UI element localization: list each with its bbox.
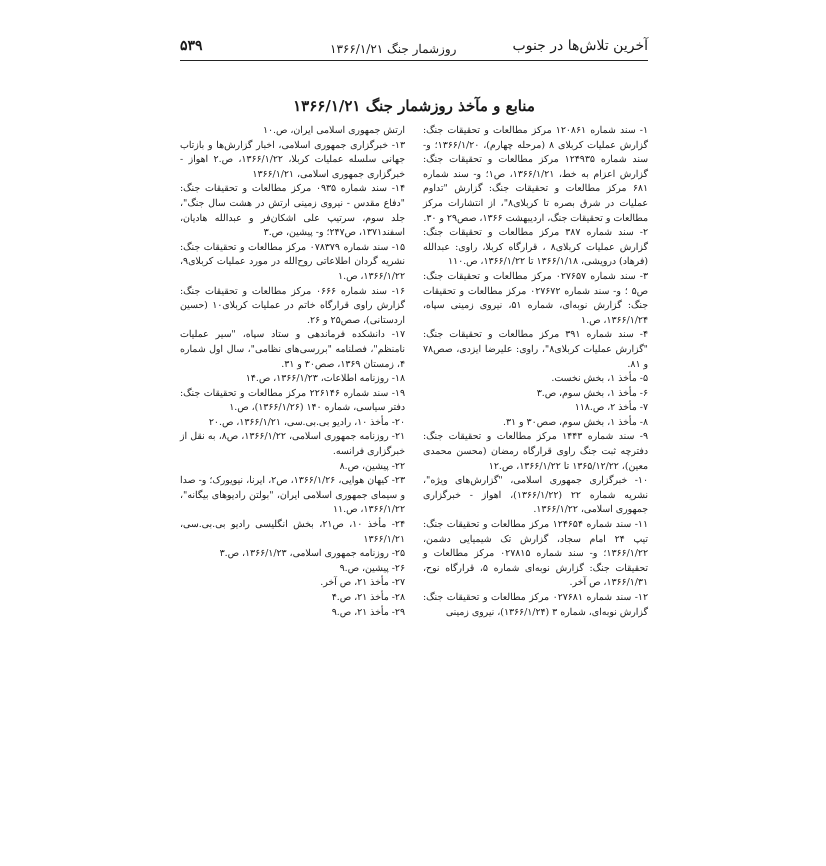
reference-entry: ۲۶- پیشین، ص.۹ (339, 562, 405, 574)
reference-entry: ۱۸- روزنامه اطلاعات، ۱۳۶۶/۱/۲۳، ص.۱۴ (245, 373, 405, 385)
references-column-right (423, 124, 648, 620)
reference-entry: ۱۷- دانشکده فرماندهی و ستاد سپاه، "سیر عملیات نامنظم"، فصلنامه "بررسی‌های نظامی"، سال اول شماره ۴، زمستان ۱۳۶۹، صص۳۰ و ۳۱. (180, 329, 405, 370)
reference-entry: ۴- سند شماره ۳۹۱ مرکز مطالعات و تحقیقات جنگ: "گزارش عملیات کربلای۸"، راوی: علیرضا ایزدی، صص۷۸ و ۸۱. (423, 329, 649, 370)
page-number: ۵۳۹ (180, 38, 203, 54)
reference-entry: ۱۴- سند شماره ۰۹۳۵ مرکز مطالعات و تحقیقات جنگ: "دفاع مقدس - نیروی زمینی ارتش در هشت سال جنگ"، جلد سوم، سرتیپ علی اشکان‌فر و عبدالله هادیان، اسفند۱۳۷۱، ص۲۴۷؛ و- پیشین، ص.۳ (180, 183, 405, 239)
reference-entry: ۲۸- مأخذ ۲۱، ص.۴ (331, 592, 405, 603)
reference-entry: ۲۹- مأخذ ۲۱، ص.۹ (331, 606, 405, 618)
reference-entry: ۲۱- روزنامه جمهوری اسلامی، ۱۳۶۶/۱/۲۲، ص۸، به نقل از خبرگزاری فرانسه. (180, 431, 406, 458)
references-heading: منابع و مآخذ روزشمار جنگ ۱۳۶۶/۱/۲۱ (293, 97, 535, 115)
reference-entry: ۱۳- خبرگزاری جمهوری اسلامی، اخبار گزارش‌ها و بازتاب جهانی سلسله عملیات کربلا، ۱۳۶۶/۱/۲۲، ص.۲ اهواز - خبرگزاری جمهوری اسلامی، ۱۳۶۶/۱/۲۱ (180, 139, 406, 180)
reference-entry: ۶- مأخذ ۱، بخش سوم، ص.۳ (536, 387, 648, 399)
reference-entry: ۱۶- سند شماره ۰۶۶۶ مرکز مطالعات و تحقیقات جنگ: گزارش راوی قرارگاه خاتم در عملیات کربلای۱۰ (حسین اردستانی)، صص۲۵ و ۲۶. (180, 285, 405, 326)
reference-entry: ۵- مأخذ ۱، بخش نخست. (551, 373, 648, 385)
reference-entry: ۱۲- سند شماره ۰۲۷۶۸۱ مرکز مطالعات و تحقیقات جنگ: گزارش نوبه‌ای، شماره ۳ (۱۳۶۶/۱/۲۴)، نیروی زمینی (423, 592, 648, 618)
reference-entry: ۱۰- خبرگزاری جمهوری اسلامی، "گزارش‌های ویژه"، نشریه شماره ۲۲ (۱۳۶۶/۱/۲۲)، اهواز - خبرگزاری جمهوری اسلامی، ۱۳۶۶/۱/۲۲. (423, 475, 649, 516)
header-rule (180, 60, 648, 61)
reference-entry: ۲۵- روزنامه جمهوری اسلامی، ۱۳۶۶/۱/۲۳، ص.۳ (219, 548, 405, 560)
reference-entry: ۲- سند شماره ۳۸۷ مرکز مطالعات و تحقیقات جنگ: گزارش عملیات کربلای۸ ، قرارگاه کربلا، راوی: عبدالله (فرهاد) درویشی، ۱۳۶۶/۱/۱۸ تا ۱۳۶۶/۱/۲۲، ص.۱۱۰ (423, 227, 649, 268)
reference-entry: ۳- سند شماره ۰۲۷۶۵۷ مرکز مطالعات و تحقیقات جنگ: ص۵ ؛ و- سند شماره ۰۲۷۶۷۲ مرکز مطالعات و تحقیقات جنگ: گزارش نوبه‌ای، شماره ۵۱، نیروی زمینی سپاه، ۱۳۶۶/۱/۲۴، ص.۱ (423, 270, 648, 326)
reference-entry: ۲۲- پیشین، ص.۸ (339, 460, 405, 472)
chapter-title: آخرین تلاش‌ها در جنوب (512, 38, 648, 54)
reference-entry: ۱۱- سند شماره ۱۲۴۶۵۴ مرکز مطالعات و تحقیقات جنگ: تیپ ۲۴ امام سجاد، گزارش تک شیمیایی دشمن، ۱۳۶۶/۱/۲۲؛ و- سند شماره ۰۲۷۸۱۵ مرکز مطالعات و تحقیقات جنگ: گزارش نوبه‌ای شماره ۵، قرارگاه نوح، ۱۳۶۶/۱/۳۱، ص آخر. (423, 519, 648, 589)
references-column-left (180, 124, 405, 620)
reference-entry: ۲۳- کیهان هوایی، ۱۳۶۶/۱/۲۶، ص۲، ایرنا، نیویورک؛ و- صدا و سیمای جمهوری اسلامی ایران، "بولتن رادیوهای بیگانه"، ۱۳۶۶/۱/۲۲، ص.۱۱ (180, 475, 405, 516)
reference-entry: ۹- سند شماره ۱۴۴۳ مرکز مطالعات و تحقیقات جنگ: دفترچه ثبت جنگ راوی قرارگاه رمضان (محسن محمدی معین)، ۱۳۶۵/۱۲/۲۲ تا ۱۳۶۶/۱/۲۲، ص.۱۲ (423, 431, 648, 472)
reference-entry: ۱۹- سند شماره ۲۲۶۱۴۶ مرکز مطالعات و تحقیقات جنگ: دفتر سیاسی، شماره ۱۴۰ (۱۳۶۶/۱/۲۶)، ص.۱ (180, 387, 405, 414)
running-header (180, 38, 648, 62)
reference-entry: ۱۵- سند شماره ۰۷۸۳۷۹ مرکز مطالعات و تحقیقات جنگ: نشریه گردان اطلاعاتی روح‌الله در مورد عملیات کربلای۹، ۱۳۶۶/۱/۲۲، ص.۱ (180, 241, 405, 282)
reference-entry: ۸- مأخذ ۱، بخش سوم، صص۳۰ و ۳۱. (502, 416, 648, 428)
reference-entry: ارتش جمهوری اسلامی ایران، ص.۱۰ (262, 125, 405, 136)
reference-entry: ۲۷- مأخذ ۲۱، ص آخر. (320, 577, 405, 589)
reference-entry: ۷- مأخذ ۲، ص.۱۱۸ (574, 402, 648, 414)
reference-entry: ۱- سند شماره ۱۲۰۸۶۱ مرکز مطالعات و تحقیقات جنگ: گزارش عملیات کربلای ۸ (مرحله چهارم)، ۱۳۶۶/۱/۲۰؛ و- سند شماره ۱۲۴۹۳۵ مرکز مطالعات و تحقیقات جنگ: گزارش اعزام به خط، ۱۳۶۶/۱/۲۱، ص۱؛ و- سند شماره ۶۸۱ مرکز مطالعات و تحقیقات جنگ: گزارش "تداوم عملیات در شرق بصره تا کربلای۸"، از انتشارات مرکز مطالعات و تحقیقات جنگ، اردیبهشت ۱۳۶۶، صص۲۹ و ۳۰. (423, 125, 649, 224)
reference-entry: ۲۴- مأخذ ۱۰، ص۲۱، بخش انگلیسی رادیو بی.بی.سی، ۱۳۶۶/۱/۲۱ (180, 519, 405, 545)
section-title: روزشمار جنگ ۱۳۶۶/۱/۲۱ (330, 42, 457, 56)
reference-entry: ۲۰- مأخذ ۱۰، رادیو بی.بی.سی، ۱۳۶۶/۱/۲۱، ص.۲۰ (208, 416, 405, 428)
